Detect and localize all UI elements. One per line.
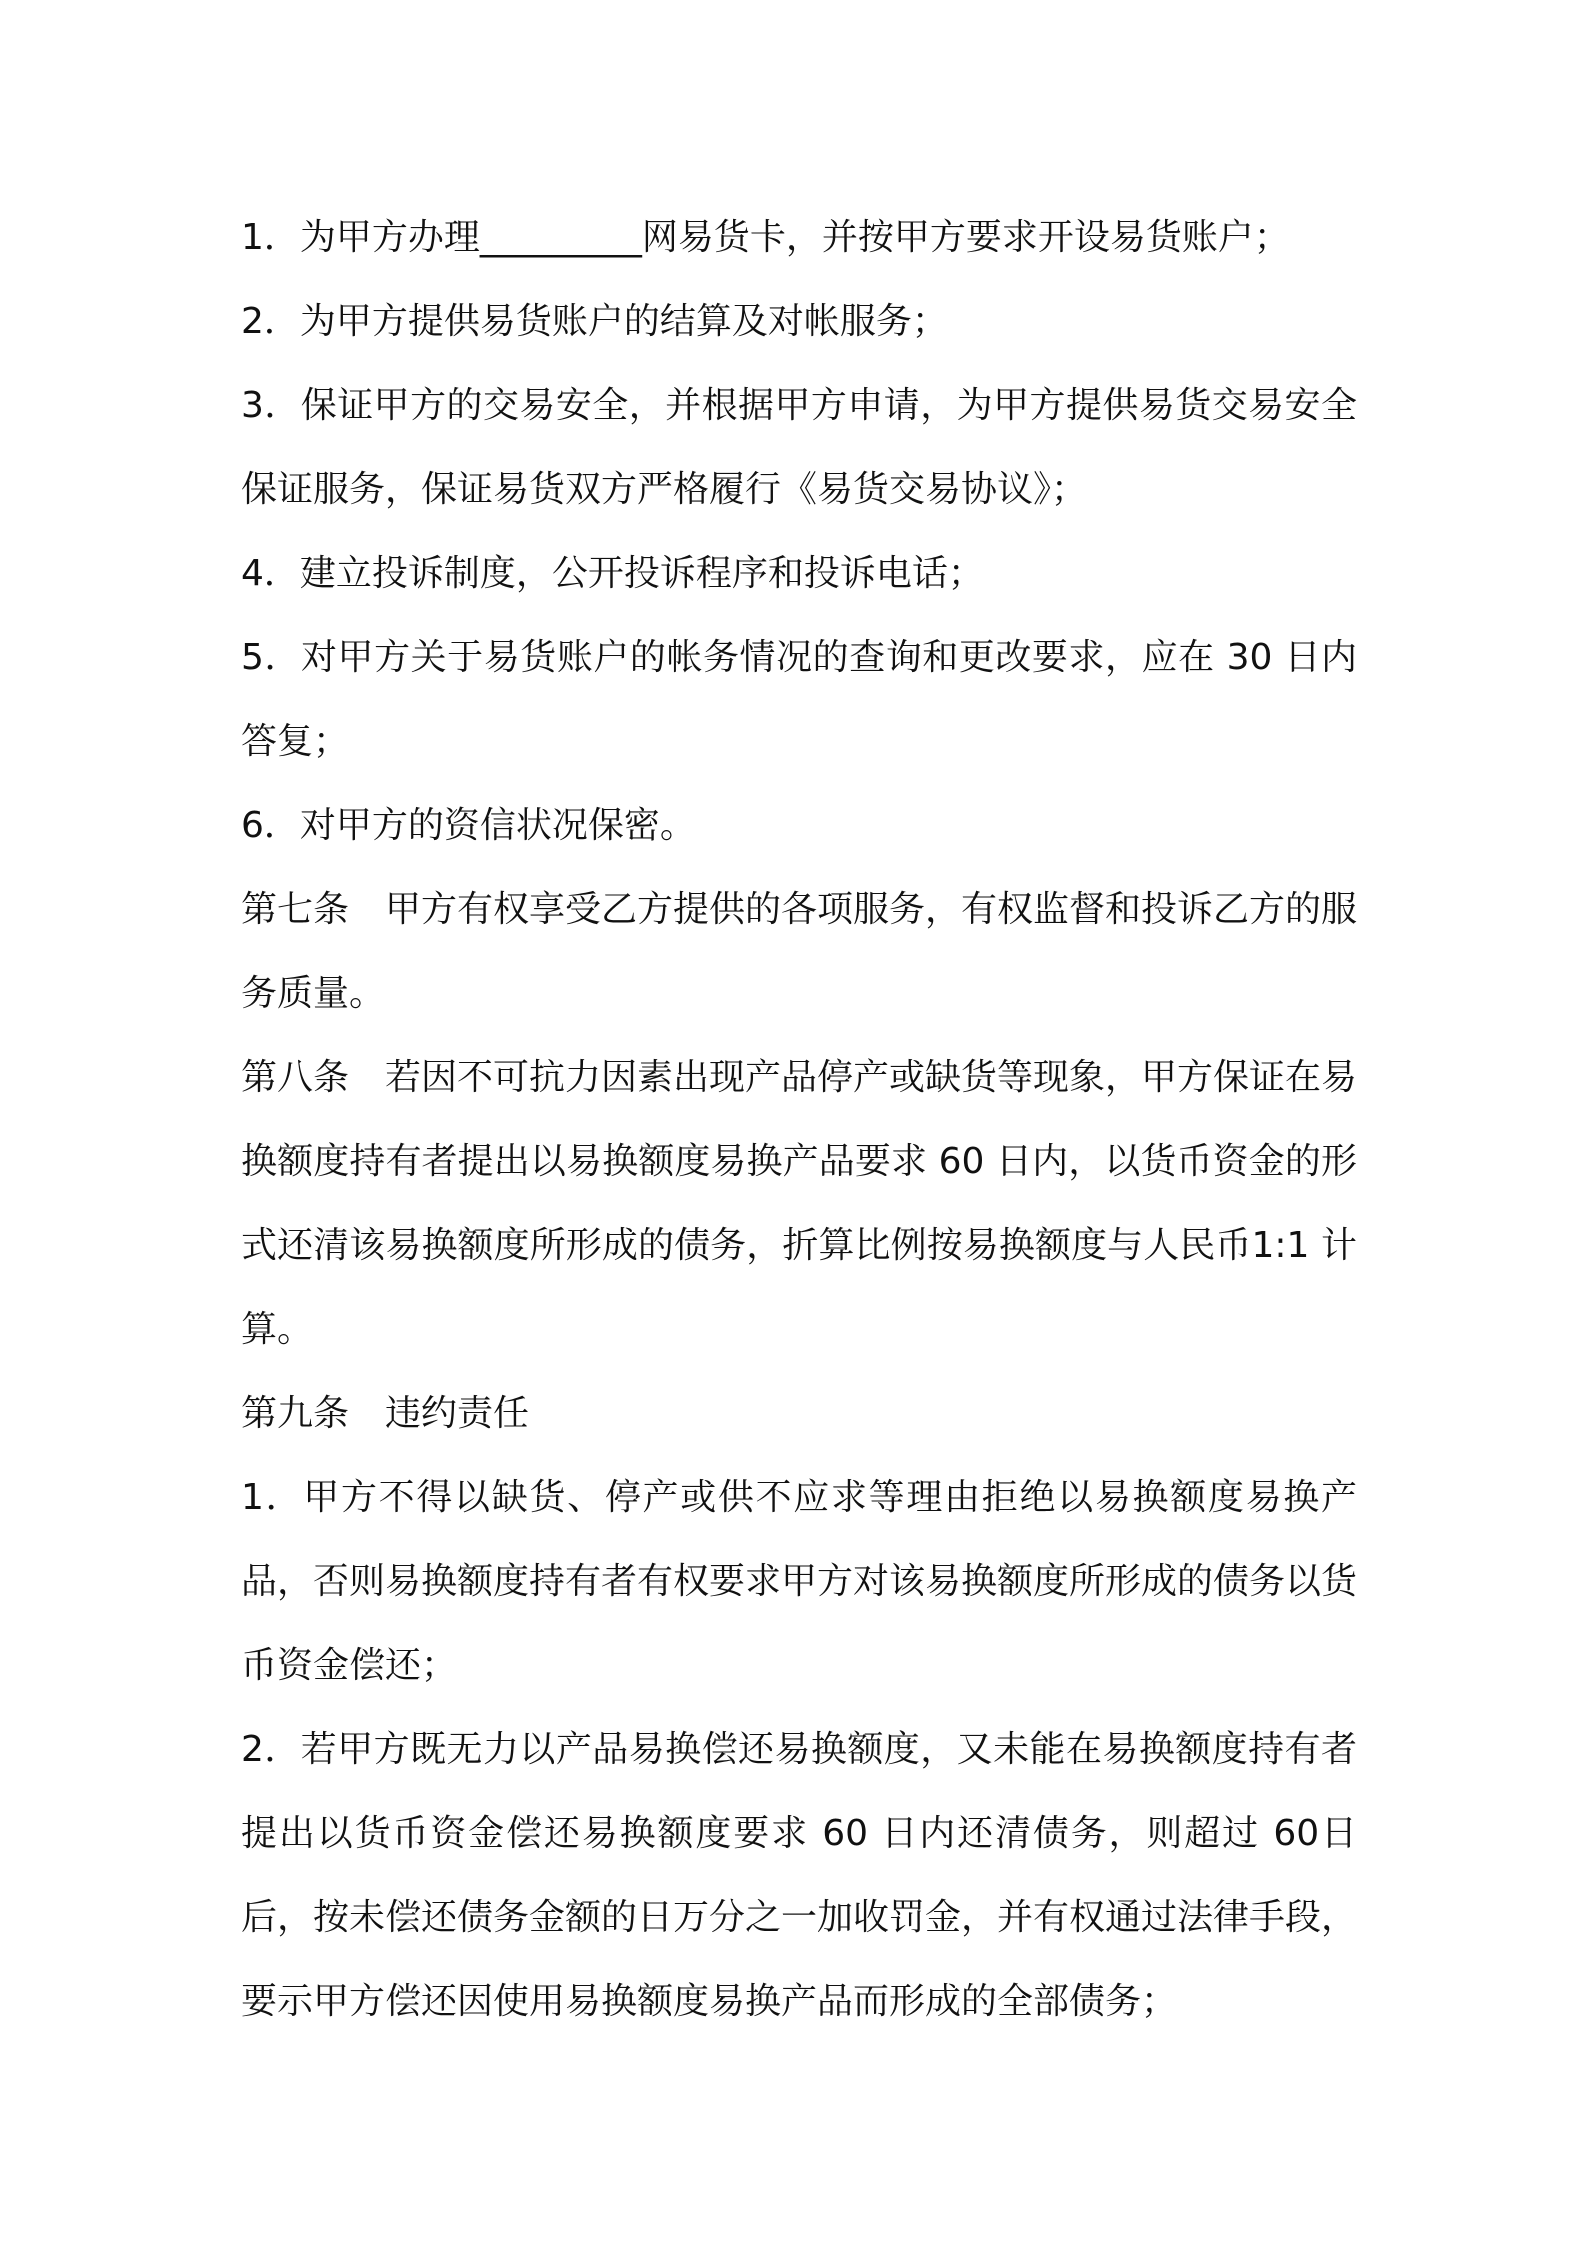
paragraph-article-8: 第八条 若因不可抗力因素出现产品停产或缺货等现象，甲方保证在易换额度持有者提出以易换额度易换产品要求 60 日内，以货币资金的形式还清该易换额度所形成的债务，折算比例按易换额度与人民币1:1 计算。	[241, 1057, 1358, 1350]
paragraph-service-2: 2．为甲方提供易货账户的结算及对帐服务；	[241, 301, 948, 342]
paragraph-service-1: 1．为甲方办理_________网易货卡，并按甲方要求开设易货账户；	[241, 217, 1290, 258]
paragraph-liability-2: 2．若甲方既无力以产品易换偿还易换额度，又未能在易换额度持有者提出以货币资金偿还易换额度要求 60 日内还清债务，则超过 60日后，按未偿还债务金额的日万分之一加收罚金，并有权通过法律手段，要示甲方偿还因使用易换额度易换产品而形成的全部债务；	[241, 1729, 1358, 2022]
paragraph-liability-1: 1．甲方不得以缺货、停产或供不应求等理由拒绝以易换额度易换产品，否则易换额度持有者有权要求甲方对该易换额度所形成的债务以货币资金偿还；	[241, 1477, 1358, 1686]
paragraph-service-4: 4．建立投诉制度，公开投诉程序和投诉电话；	[241, 553, 984, 594]
paragraph-service-6: 6．对甲方的资信状况保密。	[241, 805, 696, 846]
paragraph-service-3: 3．保证甲方的交易安全，并根据甲方申请，为甲方提供易货交易安全保证服务，保证易货双方严格履行《易货交易协议》；	[241, 385, 1357, 510]
paragraph-article-9-heading: 第九条 违约责任	[241, 1393, 530, 1434]
paragraph-service-5: 5．对甲方关于易货账户的帐务情况的查询和更改要求，应在 30 日内答复；	[241, 637, 1357, 762]
paragraph-article-7: 第七条 甲方有权享受乙方提供的各项服务，有权监督和投诉乙方的服务质量。	[241, 889, 1358, 1014]
document-body	[241, 196, 1357, 2044]
